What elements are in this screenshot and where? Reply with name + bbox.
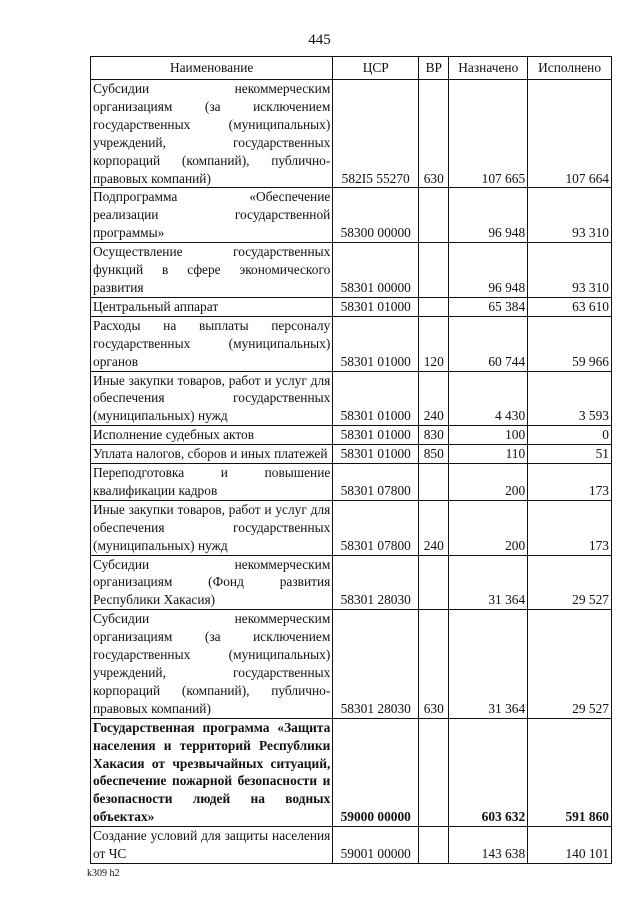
row-assigned: 603 632 (449, 718, 528, 826)
row-executed: 63 610 (528, 297, 612, 316)
row-csr: 58301 28030 (333, 555, 419, 610)
row-assigned: 200 (449, 500, 528, 555)
row-executed: 51 (528, 445, 612, 464)
table-row (91, 426, 612, 445)
row-assigned: 143 638 (449, 827, 528, 864)
row-csr: 58301 01000 (333, 445, 419, 464)
row-executed: 93 310 (528, 188, 612, 243)
row-vr: 630 (419, 80, 449, 188)
row-csr: 58301 28030 (333, 610, 419, 718)
row-name: Государственная программа «Защита населения и территорий Республики Хакасия от чрезвычайных ситуаций, обеспечение пожарной безопасности и безопасности людей на водных объектах» (91, 718, 333, 826)
table-row (91, 371, 612, 426)
row-name: Осуществление государственных функций в сфере экономического развития (91, 243, 333, 298)
row-executed: 29 527 (528, 610, 612, 718)
table-row (91, 80, 612, 188)
table-row (91, 500, 612, 555)
row-name: Переподготовка и повышение квалификации кадров (91, 464, 333, 501)
row-csr: 59001 00000 (333, 827, 419, 864)
table-row (91, 243, 612, 298)
table-row (91, 464, 612, 501)
row-name: Уплата налогов, сборов и иных платежей (91, 445, 333, 464)
table-row (91, 297, 612, 316)
row-vr (419, 555, 449, 610)
row-assigned: 31 364 (449, 610, 528, 718)
row-executed: 107 664 (528, 80, 612, 188)
row-executed: 3 593 (528, 371, 612, 426)
row-name: Иные закупки товаров, работ и услуг для обеспечения государственных (муниципальных) нужд (91, 500, 333, 555)
row-assigned: 31 364 (449, 555, 528, 610)
row-name: Центральный аппарат (91, 297, 333, 316)
row-name: Создание условий для защиты населения от ЧС (91, 827, 333, 864)
row-vr (419, 243, 449, 298)
row-csr: 58300 00000 (333, 188, 419, 243)
row-name: Субсидии некоммерческим организациям (за исключением государственных (муниципальных) учреждений, государственных корпораций (компаний), публично-правовых компаний) (91, 80, 333, 188)
header-vr: ВР (419, 57, 449, 80)
row-csr: 58301 01000 (333, 297, 419, 316)
row-assigned: 107 665 (449, 80, 528, 188)
row-executed: 140 101 (528, 827, 612, 864)
table-row (91, 718, 612, 826)
row-vr: 240 (419, 371, 449, 426)
table-header-row (91, 57, 612, 80)
row-assigned: 200 (449, 464, 528, 501)
row-executed: 173 (528, 464, 612, 501)
row-assigned: 96 948 (449, 188, 528, 243)
row-csr: 58301 01000 (333, 371, 419, 426)
table-row (91, 555, 612, 610)
row-name: Подпрограмма «Обеспечение реализации государственной программы» (91, 188, 333, 243)
row-assigned: 60 744 (449, 316, 528, 371)
row-vr (419, 718, 449, 826)
budget-table (90, 56, 612, 864)
row-csr: 58301 01000 (333, 316, 419, 371)
table-row (91, 610, 612, 718)
row-vr: 630 (419, 610, 449, 718)
row-vr: 850 (419, 445, 449, 464)
footer-code: k309 h2 (87, 868, 120, 879)
row-csr: 58301 07800 (333, 464, 419, 501)
row-csr: 59000 00000 (333, 718, 419, 826)
row-assigned: 96 948 (449, 243, 528, 298)
table-row (91, 445, 612, 464)
row-vr: 830 (419, 426, 449, 445)
row-csr: 58301 00000 (333, 243, 419, 298)
row-name: Субсидии некоммерческим организациям (за исключением государственных (муниципальных) учреждений, государственных корпораций (компаний), публично-правовых компаний) (91, 610, 333, 718)
page-number: 445 (308, 32, 331, 48)
row-vr (419, 297, 449, 316)
row-assigned: 4 430 (449, 371, 528, 426)
table-row (91, 316, 612, 371)
row-name: Исполнение судебных актов (91, 426, 333, 445)
header-name: Наименование (91, 57, 333, 80)
row-executed: 591 860 (528, 718, 612, 826)
row-executed: 29 527 (528, 555, 612, 610)
row-executed: 0 (528, 426, 612, 445)
row-assigned: 65 384 (449, 297, 528, 316)
row-vr (419, 827, 449, 864)
row-csr: 582I5 55270 (333, 80, 419, 188)
row-name: Расходы на выплаты персоналу государственных (муниципальных) органов (91, 316, 333, 371)
row-executed: 59 966 (528, 316, 612, 371)
row-csr: 58301 07800 (333, 500, 419, 555)
row-vr: 120 (419, 316, 449, 371)
row-executed: 93 310 (528, 243, 612, 298)
row-vr (419, 188, 449, 243)
header-csr: ЦСР (333, 57, 419, 80)
table-row (91, 188, 612, 243)
table-body (91, 80, 612, 864)
row-name: Субсидии некоммерческим организациям (Фонд развития Республики Хакасия) (91, 555, 333, 610)
row-vr (419, 464, 449, 501)
row-executed: 173 (528, 500, 612, 555)
row-vr: 240 (419, 500, 449, 555)
row-assigned: 100 (449, 426, 528, 445)
header-assigned: Назначено (449, 57, 528, 80)
row-assigned: 110 (449, 445, 528, 464)
row-csr: 58301 01000 (333, 426, 419, 445)
header-executed: Исполнено (528, 57, 612, 80)
row-name: Иные закупки товаров, работ и услуг для обеспечения государственных (муниципальных) нужд (91, 371, 333, 426)
table-row (91, 827, 612, 864)
